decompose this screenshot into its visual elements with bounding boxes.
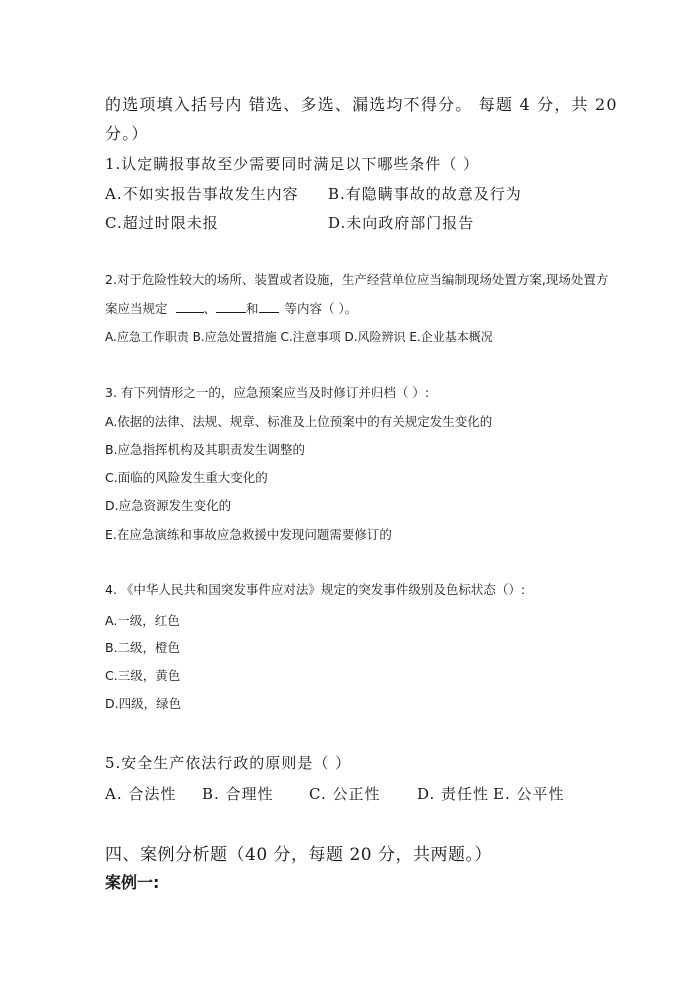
q5-option-a: A. 合法性 [105,785,177,803]
q2-stem-line-2 [105,299,357,317]
q3-option-e: E.在应急演练和事故应急救援中发现问题需要修订的 [105,527,392,542]
section-4-title: 四、案例分析题（40 分，每题 20 分，共两题。） [105,845,492,865]
q1-stem: 1.认定瞒报事故至少需要同时满足以下哪些条件（ ） [105,155,480,173]
q2-stem-prefix: 案应当规定 [105,301,168,316]
q5-options [105,783,565,804]
q2-stem-suffix: 等内容（ ）。 [284,301,358,316]
intro-line-1: 的选项填入括号内 错选、多选、漏选均不得分。 每题 4 分，共 20 [105,95,618,114]
q1-options-row2 [105,212,474,233]
q5-stem: 5.安全生产依法行政的原则是（ ） [105,754,352,772]
case-1-heading: 案例一: [105,873,160,892]
q5-option-d: D. 责任性 [417,785,490,803]
q4-stem: 4. 《中华人民共和国突发事件应对法》规定的突发事件级别及色标状态（）: [105,582,526,597]
q4-option-d: D.四级，绿色 [105,696,182,711]
q2-separator-2: 和 [246,301,259,316]
q1-option-d: D.未向政府部门报告 [328,214,475,232]
q2-blank-2 [216,300,246,313]
q4-option-a: A.一级，红色 [105,613,180,628]
q5-option-e: E. 公平性 [493,785,565,803]
intro-line-2: 分。） [105,124,149,143]
q5-option-b: B. 合理性 [202,785,274,803]
q2-blank-3 [259,300,279,313]
q1-option-c: C.超过时限未报 [105,214,219,232]
q3-option-a: A.依据的法律、法规、规章、标准及上位预案中的有关规定发生变化的 [105,414,493,429]
q2-blank-1 [176,300,204,313]
q4-option-c: C.三级，黄色 [105,668,181,683]
q3-option-b: B.应急指挥机构及其职责发生调整的 [105,442,306,457]
q1-option-a: A.不如实报告事故发生内容 [105,185,299,203]
q3-option-d: D.应急资源发生变化的 [105,498,232,513]
q2-stem-line-1: 2.对于危险性较大的场所、装置或者设施，生产经营单位应当编制现场处置方案,现场处置方 [105,272,609,287]
q2-separator-1: 、 [203,301,217,316]
q4-option-b: B.二级，橙色 [105,640,181,655]
q1-option-b: B.有隐瞒事故的故意及行为 [328,185,522,203]
q2-options: A.应急工作职责 B.应急处置措施 C.注意事项 D.风险辨识 E.企业基本概况 [105,330,493,344]
q1-options-row1 [105,183,522,204]
q3-stem: 3. 有下列情形之一的，应急预案应当及时修订并归档（ ）: [105,385,430,400]
q5-option-c: C. 公正性 [309,785,381,803]
q3-option-c: C.面临的风险发生重大变化的 [105,470,268,485]
